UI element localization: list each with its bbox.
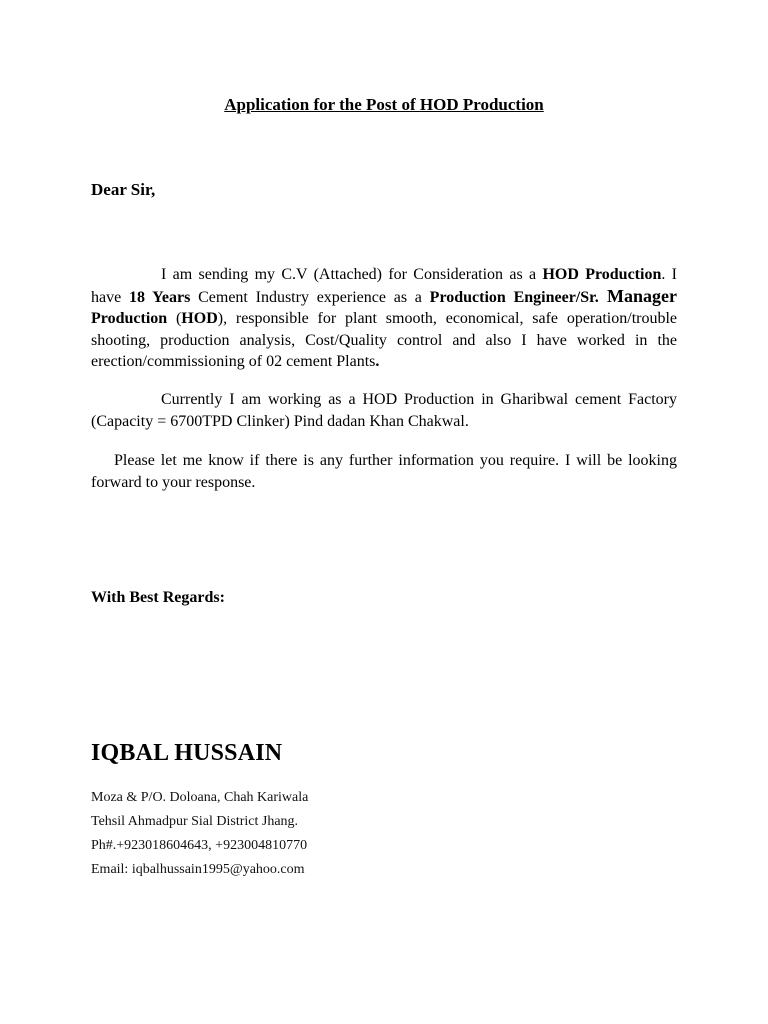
p1-bold-manager: Manager [598,285,678,306]
p1-text-2: . I have [91,266,678,306]
p1-bold-engineer: Production Engineer/Sr. [429,288,599,306]
p1-bold-production: Production [91,310,168,328]
p1-bold-years: 18 Years [128,288,191,306]
paragraph-application [91,264,677,373]
p1-bold-period: . [375,353,380,371]
phone-numbers: Ph#.+923018604643, +923004810770 [91,838,308,853]
p1-bold-hod-production: HOD Production [542,266,662,283]
signature-name: IQBAL HUSSAIN [91,740,283,766]
p1-text-5: ), responsible for plant smooth, economical, safe operation/trouble shooting, production analysis, Cost/Quality control and also I have worked in the erection/commissioning of 02 cement Plants [91,310,678,371]
closing-regards: With Best Regards: [91,589,225,606]
address-line-2: Tehsil Ahmadpur Sial District Jhang. [91,814,299,829]
paragraph-current-position: Currently I am working as a HOD Production in Gharibwal cement Factory (Capacity = 6700TPD Clinker) Pind dadan Khan Chakwal. [91,391,677,430]
salutation: Dear Sir, [91,180,156,199]
p1-text-1: I am sending my C.V (Attached) for Consideration as a [161,266,543,283]
paragraph-closing-request: Please let me know if there is any further information you require. I will be looking forward to your response. [91,452,677,491]
p1-bold-hod: HOD [181,310,218,328]
p1-text-3: Cement Industry experience as a [190,288,430,306]
p1-text-4: ( [167,310,182,328]
email-address: Email: iqbalhussain1995@yahoo.com [91,862,305,877]
address-line-1: Moza & P/O. Doloana, Chah Kariwala [91,790,309,805]
letter-title: Application for the Post of HOD Production [224,95,544,114]
